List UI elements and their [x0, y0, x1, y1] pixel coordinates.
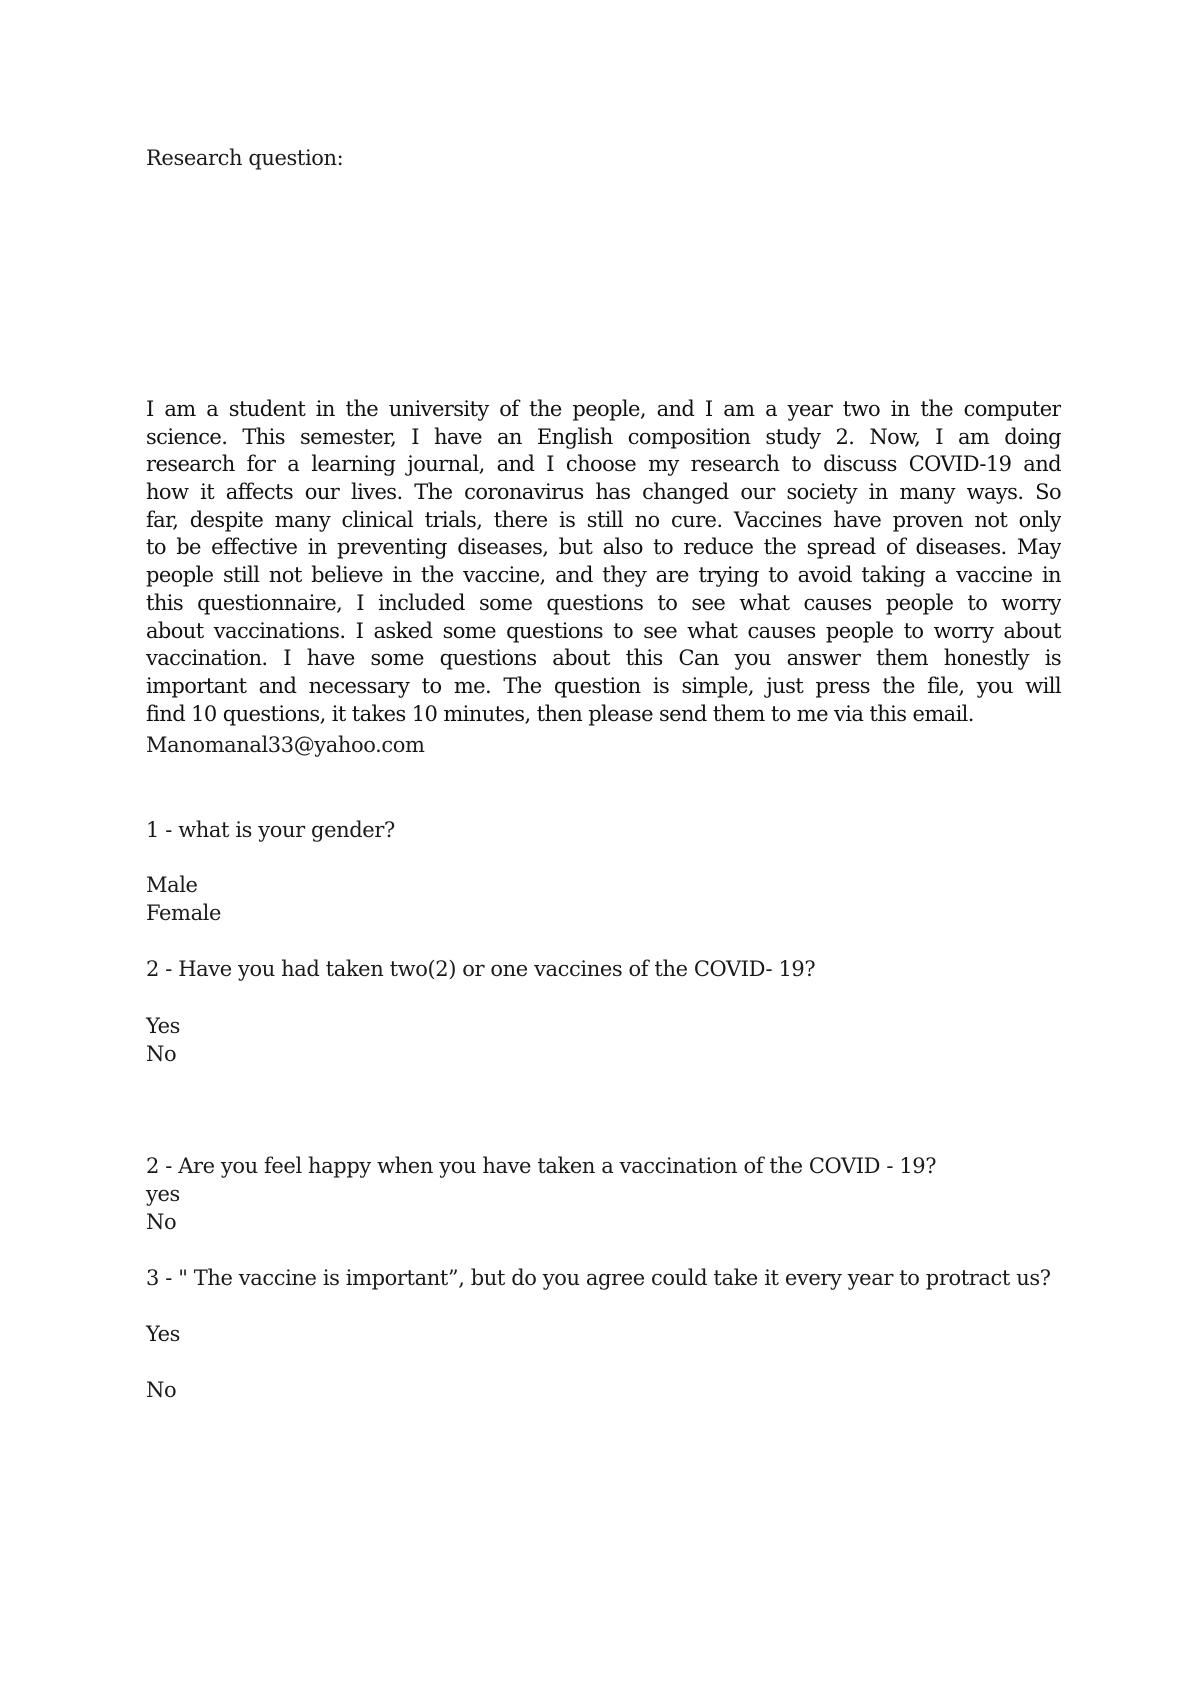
intro-paragraph [146, 396, 1061, 728]
intro-line: to be effective in preventing diseases, but also to reduce the spread of diseases. May [146, 535, 1061, 560]
intro-line: about vaccinations. I asked some questions to see what causes people to worry about [146, 618, 1061, 643]
question-1-option-male: Male [146, 873, 198, 897]
question-3-text: 3 - " The vaccine is important”, but do you agree could take it every year to protract us? [146, 1266, 1051, 1290]
intro-line: this questionnaire, I included some questions to see what causes people to worry [146, 590, 1061, 615]
question-3-option-yes: Yes [146, 1322, 181, 1346]
question-2b-option-no: No [146, 1210, 177, 1234]
intro-line: find 10 questions, it takes 10 minutes, then please send them to me via this email. [146, 701, 974, 726]
question-1-option-female: Female [146, 901, 222, 925]
question-2-option-yes: Yes [146, 1014, 181, 1038]
intro-line: far, despite many clinical trials, there is still no cure. Vaccines have proven not only [146, 507, 1061, 532]
intro-line: people still not believe in the vaccine, and they are trying to avoid taking a vaccine in [146, 563, 1061, 588]
contact-email: Manomanal33@yahoo.com [146, 733, 425, 757]
research-question-heading: Research question: [146, 146, 344, 170]
question-2b-text: 2 - Are you feel happy when you have taken a vaccination of the COVID - 19? [146, 1154, 937, 1178]
intro-line: I am a student in the university of the people, and I am a year two in the computer [146, 397, 1061, 421]
intro-line: how it affects our lives. The coronavirus has changed our society in many ways. So [146, 480, 1061, 505]
intro-line: research for a learning journal, and I choose my research to discuss COVID-19 and [146, 452, 1061, 477]
question-2-text: 2 - Have you had taken two(2) or one vaccines of the COVID- 19? [146, 957, 816, 981]
question-3-option-no: No [146, 1378, 177, 1402]
intro-line: science. This semester, I have an English composition study 2. Now, I am doing [146, 424, 1061, 449]
intro-line: vaccination. I have some questions about this Can you answer them honestly is [146, 646, 1061, 671]
question-2b-option-yes: yes [146, 1182, 180, 1206]
question-1-text: 1 - what is your gender? [146, 818, 395, 842]
question-2-option-no: No [146, 1042, 177, 1066]
intro-line: important and necessary to me. The question is simple, just press the file, you will [146, 673, 1061, 698]
